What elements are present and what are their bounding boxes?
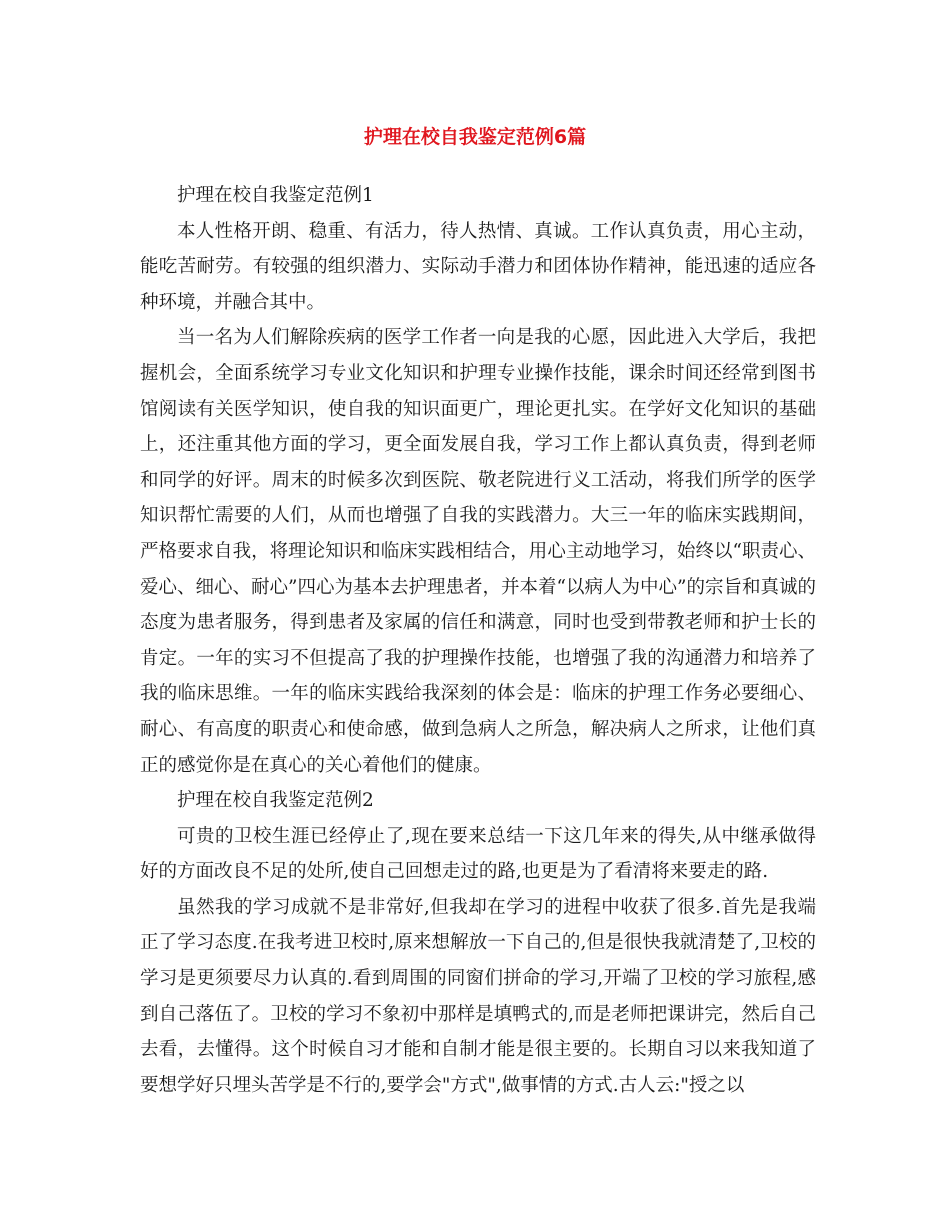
section-heading: 护理在校自我鉴定范例2 <box>177 790 374 812</box>
paragraph: 当一名为人们解除疾病的医学工作者一向是我的心愿，因此进入大学后，我把握机会，全面系统学习专业文化知识和护理专业操作技能，课余时间还经常到图书馆阅读有关医学知识，使自我的知识面更广，理论更扎实。在学好文化知识的基础上，还注重其他方面的学习，更全面发展自我，学习工作上都认真负责，得到老师和同学的好评。周末的时候多次到医院、敬老院进行义工活动，将我们所学的医学知识帮忙需要的人们，从而也增强了自我的实践潜力。大三一年的临床实践期间，严格要求自我，将理论知识和临床实践相结合，用心主动地学习，始终以“职责心、爱心、细心、耐心”四心为基本去护理患者，并本着“以病人为中心”的宗旨和真诚的态度为患者服务，得到患者及家属的信任和满意，同时也受到带教老师和护士长的肯定。一年的实习不但提高了我的护理操作技能，也增强了我的沟通潜力和培养了我的临床思维。一年的临床实践给我深刻的体会是：临床的护理工作务必要细心、耐心、有高度的职责心和使命感，做到急病人之所急，解决病人之所求，让他们真正的感觉你是在真心的关心着他们的健康。 <box>140 327 816 776</box>
document-title: 护理在校自我鉴定范例6篇 <box>363 126 587 148</box>
paragraph: 虽然我的学习成就不是非常好,但我却在学习的进程中收获了很多.首先是我端正了学习态度.在我考进卫校时,原来想解放一下自己的,但是很快我就清楚了,卫校的学习是更须要尽力认真的.看到周围的同窗们拼命的学习,开端了卫校的学习旅程,感到自己落伍了。卫校的学习不象初中那样是填鸭式的,而是老师把课讲完，然后自己去看，去懂得。这个时候自习才能和自制才能是很主要的。长期自习以来我知道了要想学好只埋头苦学是不行的,要学会"方式",做事情的方式.古人云:"授之以 <box>140 896 816 1096</box>
paragraph: 本人性格开朗、稳重、有活力，待人热情、真诚。工作认真负责，用心主动，能吃苦耐劳。有较强的组织潜力、实际动手潜力和团体协作精神，能迅速的适应各种环境，并融合其中。 <box>140 220 816 313</box>
section-heading: 护理在校自我鉴定范例1 <box>177 185 374 206</box>
document-body <box>140 178 816 1103</box>
paragraph: 可贵的卫校生涯已经停止了,现在要来总结一下这几年来的得失,从中继承做得好的方面改良不足的处所,使自己回想走过的路,也更是为了看清将来要走的路. <box>140 825 816 883</box>
